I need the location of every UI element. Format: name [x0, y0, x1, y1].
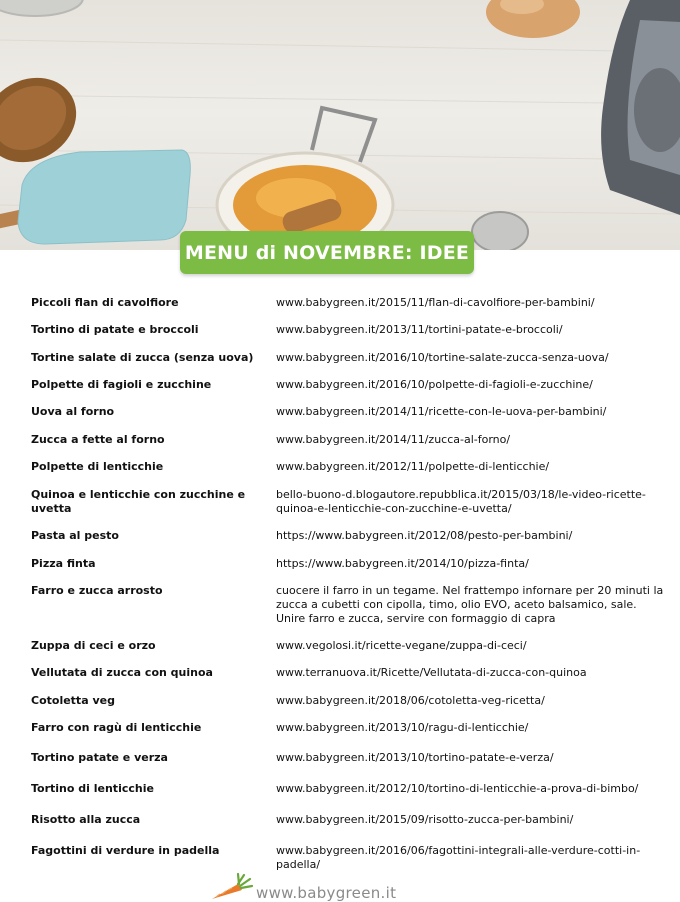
recipe-reference: www.babygreen.it/2013/10/tortino-patate-e-verza/ — [276, 751, 554, 764]
dish-name: Pizza finta — [31, 557, 96, 570]
honey-jar-shape — [217, 108, 393, 250]
kitchen-still-life — [0, 0, 680, 250]
recipe-reference: www.babygreen.it/2014/11/ricette-con-le-uova-per-bambini/ — [276, 405, 607, 418]
dish-name: Uova al forno — [31, 405, 115, 418]
recipe-reference: www.babygreen.it/2016/06/fagottini-integrali-alle-verdure-cotti-in-padella/ — [276, 844, 641, 871]
recipe-reference: www.babygreen.it/2014/11/zucca-al-forno/ — [276, 433, 511, 446]
dish-name: Zuppa di ceci e orzo — [31, 639, 156, 652]
bowl-shape — [0, 0, 83, 16]
dish-name: Polpette di fagioli e zucchine — [31, 378, 212, 391]
recipe-reference: https://www.babygreen.it/2012/08/pesto-per-bambini/ — [276, 529, 573, 542]
recipe-reference: www.terranuova.it/Ricette/Vellutata-di-zucca-con-quinoa — [276, 666, 587, 679]
recipe-reference: www.babygreen.it/2013/11/tortini-patate-e-broccoli/ — [276, 323, 563, 336]
hero-photo — [0, 0, 680, 250]
dish-name: Quinoa e lenticchie con zucchine e uvetta — [31, 488, 246, 515]
dish-name: Piccoli flan di cavolfiore — [31, 296, 179, 309]
recipe-reference: https://www.babygreen.it/2014/10/pizza-finta/ — [276, 557, 529, 570]
recipe-reference: www.babygreen.it/2016/10/polpette-di-fagioli-e-zucchine/ — [276, 378, 593, 391]
dish-name: Farro e zucca arrosto — [31, 584, 163, 597]
dish-name: Pasta al pesto — [31, 529, 119, 542]
recipe-reference: cuocere il farro in un tegame. Nel frattempo infornare per 20 minuti la zucca a cubetti con cipolla, timo, olio EVO, aceto balsamico, sale. Unire farro e zucca, servire con formaggio di capra — [276, 584, 664, 625]
recipe-reference: www.babygreen.it/2015/11/flan-di-cavolfiore-per-bambini/ — [276, 296, 595, 309]
footer-logo — [208, 872, 408, 900]
carrot-icon — [208, 872, 254, 900]
recipe-reference: www.babygreen.it/2012/11/polpette-di-lenticchie/ — [276, 460, 550, 473]
spatula-shape — [0, 150, 190, 244]
dish-name: Cotoletta veg — [31, 694, 115, 707]
muffin-tin-shape — [601, 0, 680, 215]
page-title: MENU di NOVEMBRE: IDEE — [180, 231, 474, 274]
recipe-reference: www.babygreen.it/2016/10/tortine-salate-zucca-senza-uova/ — [276, 351, 609, 364]
recipe-reference: www.vegolosi.it/ricette-vegane/zuppa-di-ceci/ — [276, 639, 527, 652]
dish-name: Tortino di lenticchie — [31, 782, 154, 795]
recipe-reference: bello-buono-d.blogautore.repubblica.it/2015/03/18/le-video-ricette-quinoa-e-lenticchie-con-zucchine-e-uvetta/ — [276, 488, 646, 515]
dish-name: Risotto alla zucca — [31, 813, 141, 826]
site-url: www.babygreen.it — [256, 884, 397, 902]
recipe-reference: www.babygreen.it/2013/10/ragu-di-lenticchie/ — [276, 721, 529, 734]
recipe-reference: www.babygreen.it/2015/09/risotto-zucca-per-bambini/ — [276, 813, 574, 826]
dish-name: Tortino patate e verza — [31, 751, 168, 764]
lid-shape — [472, 212, 528, 250]
dish-name: Tortine salate di zucca (senza uova) — [31, 351, 254, 364]
dish-name: Tortino di patate e broccoli — [31, 323, 199, 336]
dish-name: Vellutata di zucca con quinoa — [31, 666, 213, 679]
recipe-reference: www.babygreen.it/2018/06/cotoletta-veg-ricetta/ — [276, 694, 545, 707]
recipe-reference: www.babygreen.it/2012/10/tortino-di-lenticchie-a-prova-di-bimbo/ — [276, 782, 639, 795]
dish-name: Farro con ragù di lenticchie — [31, 721, 202, 734]
dish-name: Fagottini di verdure in padella — [31, 844, 220, 857]
dish-name: Zucca a fette al forno — [31, 433, 165, 446]
dish-name: Polpette di lenticchie — [31, 460, 164, 473]
